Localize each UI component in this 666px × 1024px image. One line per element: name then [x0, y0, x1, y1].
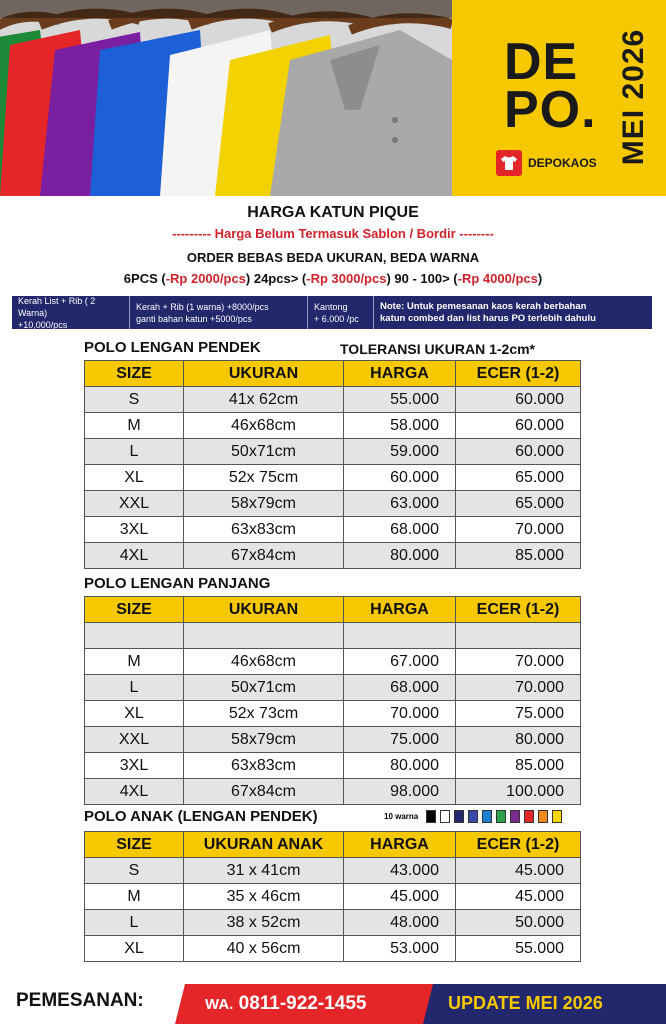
table-row — [85, 517, 581, 543]
column-header: HARGA — [344, 832, 456, 858]
note-kantong — [308, 296, 374, 329]
table-row — [85, 727, 581, 753]
table-cell: 63x83cm — [184, 753, 344, 779]
note-kerah-rib — [130, 296, 308, 329]
table-row — [85, 649, 581, 675]
price-part: -Rp 2000/pcs — [165, 271, 246, 286]
color-swatch — [482, 810, 492, 823]
table-cell: 55.000 — [456, 936, 581, 962]
table-cell: 52x 75cm — [184, 465, 344, 491]
table-cell: 70.000 — [456, 517, 581, 543]
price-part: ) 90 - 100> ( — [386, 271, 458, 286]
table-cell — [184, 623, 344, 649]
table-cell: 80.000 — [344, 753, 456, 779]
shirts-photo — [0, 0, 452, 196]
color-swatch — [510, 810, 520, 823]
table-cell: 58x79cm — [184, 727, 344, 753]
table-cell: S — [85, 387, 184, 413]
price-part: ) — [537, 271, 543, 286]
table-cell: 40 x 56cm — [184, 936, 344, 962]
table-cell: 50.000 — [456, 910, 581, 936]
table-cell: L — [85, 675, 184, 701]
table-cell: XXL — [85, 727, 184, 753]
price-part: -Rp 3000/pcs — [306, 271, 387, 286]
table-cell: 60.000 — [456, 413, 581, 439]
color-swatch — [454, 810, 464, 823]
table-row — [85, 675, 581, 701]
color-swatch — [426, 810, 436, 823]
table-cell: 58x79cm — [184, 491, 344, 517]
table-row — [85, 910, 581, 936]
order-note: ORDER BEBAS BEDA UKURAN, BEDA WARNA — [186, 250, 480, 265]
table-row — [85, 439, 581, 465]
column-header: SIZE — [85, 832, 184, 858]
table-cell: 63.000 — [344, 491, 456, 517]
vertical-date-text: MEI 2026 — [617, 28, 650, 166]
update-label: UPDATE MEI 2026 — [448, 993, 603, 1013]
table-cell: 45.000 — [456, 884, 581, 910]
table-cell: 80.000 — [344, 543, 456, 569]
warna-label: 10 warna — [384, 812, 419, 821]
table-cell: 67x84cm — [184, 779, 344, 805]
table-cell: 85.000 — [456, 543, 581, 569]
color-swatch — [524, 810, 534, 823]
color-swatch — [552, 810, 562, 823]
note-text: Kantong — [314, 301, 348, 312]
table-cell: M — [85, 884, 184, 910]
price-part: ) 24pcs> ( — [245, 271, 307, 286]
options-bar — [12, 296, 652, 329]
quantity-discounts — [0, 271, 666, 286]
table-row — [85, 701, 581, 727]
column-header: UKURAN — [184, 597, 344, 623]
pemesanan-label: PEMESANAN: — [16, 990, 144, 1011]
depo-logo — [504, 33, 597, 139]
table-cell: 67.000 — [344, 649, 456, 675]
color-swatch — [440, 810, 450, 823]
note-text: + 6.000 /pc — [314, 313, 359, 324]
logo-line-2: PO. — [504, 81, 597, 139]
table-row — [85, 387, 581, 413]
note-text: Kerah List + Rib ( 2 Warna) — [18, 295, 96, 318]
table-cell: 3XL — [85, 753, 184, 779]
table-cell: XL — [85, 936, 184, 962]
price-table-anak — [84, 831, 581, 962]
table-cell: L — [85, 910, 184, 936]
depokaos-label: DEPOKAOS — [528, 156, 597, 170]
column-header: ECER (1-2) — [456, 361, 581, 387]
table-cell: L — [85, 439, 184, 465]
table-cell — [85, 623, 184, 649]
table-cell: 100.000 — [456, 779, 581, 805]
table-cell: 70.000 — [344, 701, 456, 727]
table-cell — [344, 623, 456, 649]
tshirt-icon — [496, 150, 522, 176]
table-cell: 38 x 52cm — [184, 910, 344, 936]
table-cell: 53.000 — [344, 936, 456, 962]
table-cell: 43.000 — [344, 858, 456, 884]
price-table-lengan-pendek — [84, 360, 581, 569]
color-swatches — [384, 810, 562, 823]
table-cell: 63x83cm — [184, 517, 344, 543]
table-row — [85, 543, 581, 569]
table-cell: 41x 62cm — [184, 387, 344, 413]
logo-line-1: DE — [504, 33, 579, 91]
table-cell: 50x71cm — [184, 439, 344, 465]
note-kerah-list — [12, 296, 130, 329]
table-cell: 67x84cm — [184, 543, 344, 569]
table-cell: 46x68cm — [184, 649, 344, 675]
table-row — [85, 753, 581, 779]
table-cell: 31 x 41cm — [184, 858, 344, 884]
color-swatch — [496, 810, 506, 823]
table-cell: 35 x 46cm — [184, 884, 344, 910]
table-cell: 58.000 — [344, 413, 456, 439]
brand-panel — [452, 0, 666, 196]
price-part: 6PCS ( — [123, 271, 166, 286]
table-cell: 75.000 — [344, 727, 456, 753]
footer-bar — [0, 984, 666, 1024]
column-header: UKURAN ANAK — [184, 832, 344, 858]
table-cell: 4XL — [85, 779, 184, 805]
table-cell: 45.000 — [344, 884, 456, 910]
section-lengan-pendek: POLO LENGAN PENDEK — [84, 339, 261, 356]
section-anak: POLO ANAK (LENGAN PENDEK) — [84, 808, 318, 825]
column-header: HARGA — [344, 597, 456, 623]
table-cell: 46x68cm — [184, 413, 344, 439]
note-text: +10,000/pcs — [18, 319, 68, 330]
note-text: Kerah + Rib (1 warna) +8000/pcs — [136, 301, 269, 312]
table-row — [85, 465, 581, 491]
table-cell: 60.000 — [456, 387, 581, 413]
table-row — [85, 779, 581, 805]
subtitle: --------- Harga Belum Termasuk Sablon / Bordir -------- — [172, 226, 494, 241]
column-header: ECER (1-2) — [456, 597, 581, 623]
table-cell: 85.000 — [456, 753, 581, 779]
table-cell: S — [85, 858, 184, 884]
table-cell: 3XL — [85, 517, 184, 543]
wa-prefix: WA. — [205, 996, 234, 1013]
table-cell: 80.000 — [456, 727, 581, 753]
table-cell: 59.000 — [344, 439, 456, 465]
toleransi-note: TOLERANSI UKURAN 1-2cm* — [340, 341, 535, 357]
column-header: UKURAN — [184, 361, 344, 387]
color-swatch — [538, 810, 548, 823]
table-cell: M — [85, 649, 184, 675]
table-cell: 98.000 — [344, 779, 456, 805]
column-header: SIZE — [85, 597, 184, 623]
price-table-lengan-panjang — [84, 596, 581, 805]
column-header: ECER (1-2) — [456, 832, 581, 858]
table-row — [85, 884, 581, 910]
table-cell: 4XL — [85, 543, 184, 569]
table-cell: 65.000 — [456, 491, 581, 517]
note-text: ganti bahan katun +5000/pcs — [136, 313, 252, 324]
price-part: -Rp 4000/pcs — [457, 271, 538, 286]
column-header: SIZE — [85, 361, 184, 387]
color-swatch — [468, 810, 478, 823]
table-cell: M — [85, 413, 184, 439]
note-text: Note: Untuk pemesanan kaos kerah berbahan — [380, 300, 587, 312]
shirts-illustration — [0, 0, 452, 196]
table-row — [85, 491, 581, 517]
table-row — [85, 413, 581, 439]
table-cell: 68.000 — [344, 675, 456, 701]
table-cell: 60.000 — [456, 439, 581, 465]
table-cell: XL — [85, 701, 184, 727]
table-cell — [456, 623, 581, 649]
note-po — [374, 296, 652, 329]
wa-number: 0811-922-1455 — [238, 993, 367, 1014]
page-title: HARGA KATUN PIQUE — [247, 204, 419, 221]
table-row — [85, 936, 581, 962]
table-cell: 68.000 — [344, 517, 456, 543]
column-header: HARGA — [344, 361, 456, 387]
table-cell: 60.000 — [344, 465, 456, 491]
table-cell: 50x71cm — [184, 675, 344, 701]
vertical-date — [614, 12, 654, 182]
table-row — [85, 623, 581, 649]
note-text: katun combed dan list harus PO terlebih dahulu — [380, 312, 596, 324]
table-cell: XXL — [85, 491, 184, 517]
table-cell: 52x 73cm — [184, 701, 344, 727]
table-cell: 48.000 — [344, 910, 456, 936]
table-cell: 45.000 — [456, 858, 581, 884]
table-cell: XL — [85, 465, 184, 491]
table-cell: 70.000 — [456, 675, 581, 701]
table-cell: 65.000 — [456, 465, 581, 491]
table-cell: 55.000 — [344, 387, 456, 413]
section-lengan-panjang: POLO LENGAN PANJANG — [84, 575, 271, 592]
table-cell: 75.000 — [456, 701, 581, 727]
table-cell: 70.000 — [456, 649, 581, 675]
depokaos-badge — [496, 150, 597, 176]
table-row — [85, 858, 581, 884]
wa-contact[interactable] — [205, 993, 366, 1015]
